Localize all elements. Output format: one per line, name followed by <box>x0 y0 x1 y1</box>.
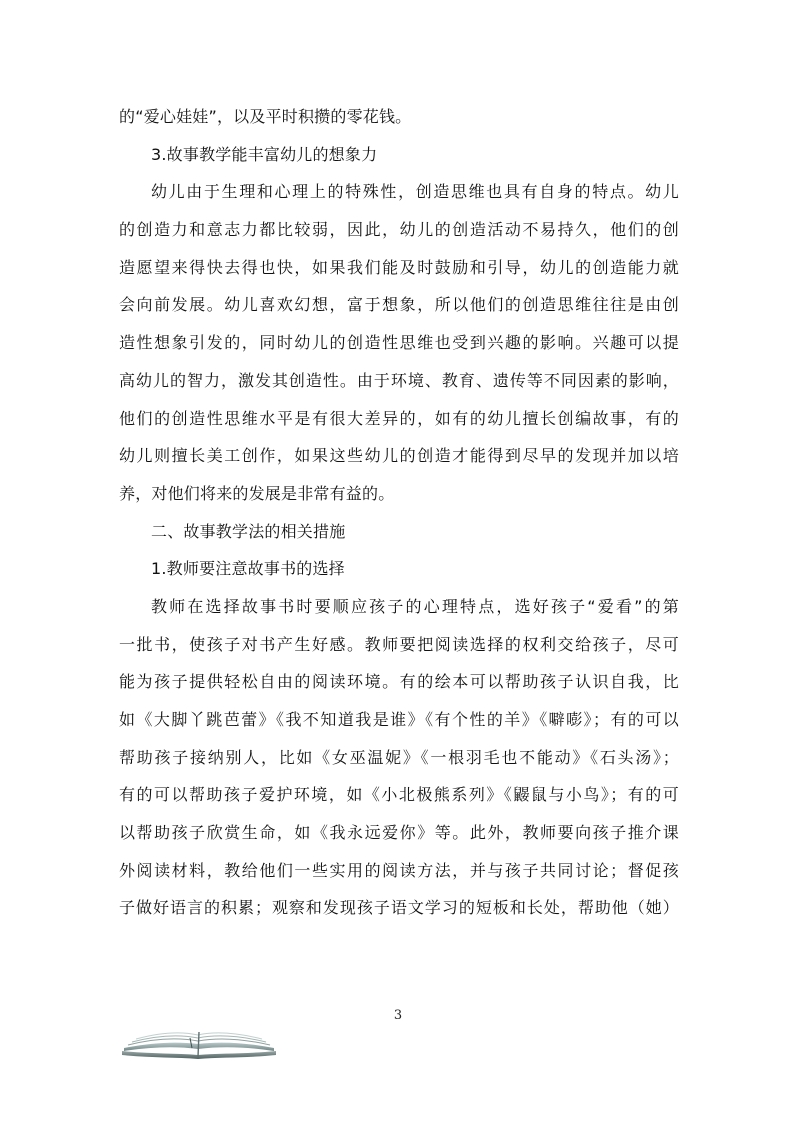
open-book-icon <box>120 1020 278 1064</box>
paragraph-line: 子做好语言的积累；观察和发现孩子语文学习的短板和长处，帮助他（她） <box>119 898 679 918</box>
paragraph-line: 帮助孩子接纳别人，比如《女巫温妮》《一根羽毛也不能动》《石头汤》； <box>119 747 679 767</box>
paragraph-line: 能为孩子提供轻松自由的阅读环境。有的绘本可以帮助孩子认识自我，比 <box>119 672 679 692</box>
paragraph-line: 幼儿则擅长美工创作，如果这些幼儿的创造才能得到尽早的发现并加以培 <box>119 446 679 466</box>
paragraph-line: 造愿望来得快去得也快，如果我们能及时鼓励和引导，幼儿的创造能力就 <box>119 257 679 277</box>
paragraph-line: 如《大脚丫跳芭蕾》《我不知道我是谁》《有个性的羊》《噼嘭》；有的可以 <box>119 710 679 729</box>
paragraph-line: 幼儿由于生理和心理上的特殊性，创造思维也具有自身的特点。幼儿 <box>151 182 679 202</box>
subsection-heading: 1.教师要注意故事书的选择 <box>151 559 345 579</box>
paragraph-line: 他们的创造性思维水平是有很大差异的，如有的幼儿擅长创编故事，有的 <box>119 408 679 428</box>
paragraph-line: 有的可以帮助孩子爱护环境，如《小北极熊系列》《鼹鼠与小鸟》；有的可 <box>119 785 679 805</box>
section-heading: 二、故事教学法的相关措施 <box>151 521 346 541</box>
paragraph-line: 养，对他们将来的发展是非常有益的。 <box>119 483 395 503</box>
paragraph-line: 一批书，使孩子对书产生好感。教师要把阅读选择的权利交给孩子，尽可 <box>119 634 679 654</box>
paragraph-line: 以帮助孩子欣赏生命，如《我永远爱你》等。此外，教师要向孩子推介课 <box>119 823 679 843</box>
paragraph-line: 教师在选择故事书时要顺应孩子的心理特点，选好孩子“爱看”的第 <box>151 596 679 616</box>
page-number: 3 <box>393 1008 403 1023</box>
paragraph-line: 高幼儿的智力，激发其创造性。由于环境、教育、遗传等不同因素的影响， <box>119 370 679 390</box>
paragraph-line: 造性想象引发的，同时幼儿的创造性思维也受到兴趣的影响。兴趣可以提 <box>119 333 679 353</box>
paragraph-line: 外阅读材料，教给他们一些实用的阅读方法，并与孩子共同讨论；督促孩 <box>119 860 679 880</box>
paragraph-line: 会向前发展。幼儿喜欢幻想，富于想象，所以他们的创造思维往往是由创 <box>119 295 679 315</box>
paragraph-line: 的“爱心娃娃”，以及平时积攒的零花钱。 <box>119 107 412 126</box>
paragraph-line: 的创造力和意志力都比较弱，因此，幼儿的创造活动不易持久，他们的创 <box>119 220 679 240</box>
section-heading: 3.故事教学能丰富幼儿的想象力 <box>151 144 378 164</box>
body-text <box>119 98 679 927</box>
